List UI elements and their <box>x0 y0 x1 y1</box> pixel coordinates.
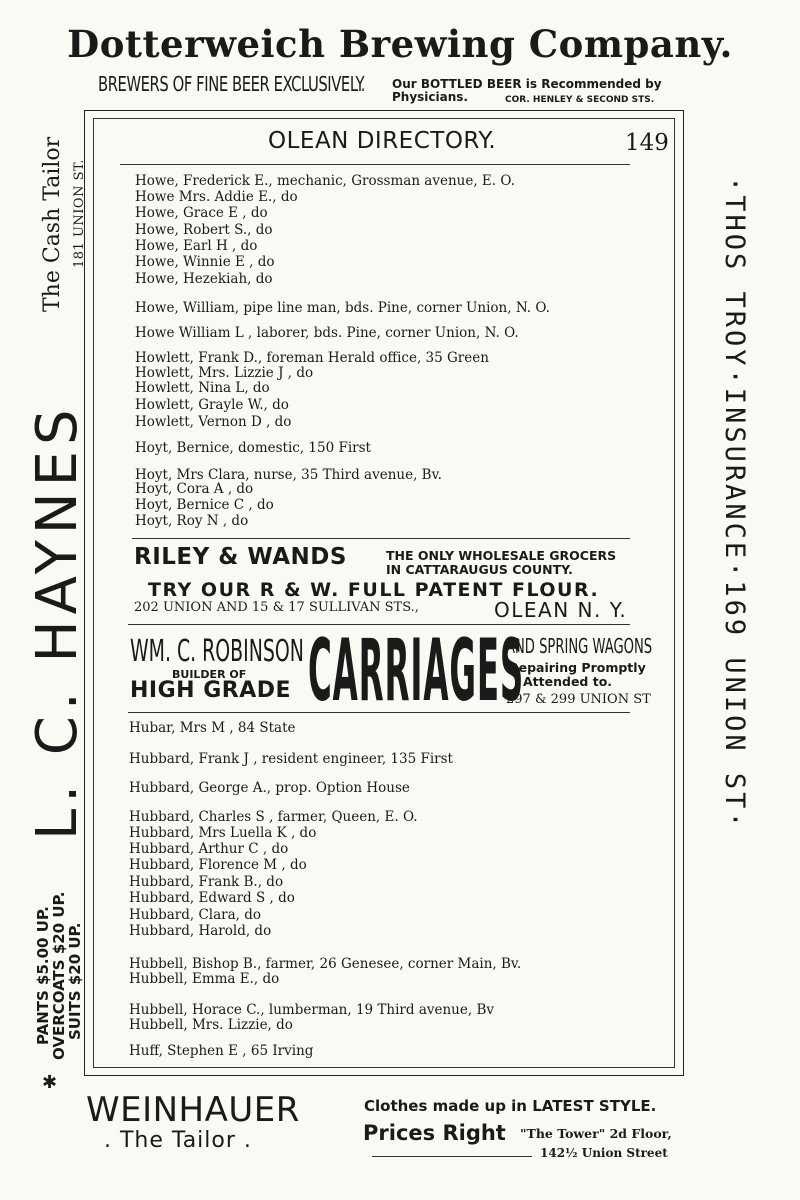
directory-entry: Howe, Grace E , do <box>135 205 268 221</box>
directory-entry: Hoyt, Bernice C , do <box>135 497 274 513</box>
directory-entry: Hubbard, Clara, do <box>129 907 262 923</box>
haynes-suits-price: SUITS $20 UP. <box>66 922 84 1040</box>
weinhauer-name: WEINHAUER <box>86 1090 300 1130</box>
weinhauer-prices: Prices Right <box>363 1121 506 1145</box>
troy-insurance-ad: ·THOS TROY·INSURANCE·169 UNION ST· <box>719 176 750 831</box>
brewery-tagline: BREWERS OF FINE BEER EXCLUSIVELY. <box>98 72 366 96</box>
riley-wands-tagline-1: THE ONLY WHOLESALE GROCERS <box>386 548 617 563</box>
directory-entry: Howlett, Vernon D , do <box>135 414 292 430</box>
directory-entry: Hubbard, Mrs Luella K , do <box>129 825 317 841</box>
haynes-name: L. C. HAYNES <box>25 403 90 840</box>
directory-entry: Howe William L , laborer, bds. Pine, corner Union, N. O. <box>135 325 519 341</box>
directory-entry: Hoyt, Roy N , do <box>135 513 249 529</box>
haynes-address: 181 UNION ST. <box>72 159 87 268</box>
directory-entry: Hoyt, Cora A , do <box>135 481 254 497</box>
robinson-repair-2: Attended to. <box>523 674 613 689</box>
directory-entry: Howlett, Mrs. Lizzie J , do <box>135 365 314 381</box>
directory-entry: Hubbard, Edward S , do <box>129 890 295 906</box>
header-divider <box>120 164 630 165</box>
haynes-cash-tailor: The Cash Tailor <box>40 136 65 312</box>
robinson-carriages: CARRIAGES <box>308 621 525 721</box>
directory-entry: Hubbard, Frank B., do <box>129 874 284 890</box>
directory-entry: Howe, William, pipe line man, bds. Pine, corner Union, N. O. <box>135 300 550 316</box>
riley-wands-tagline-2: IN CATTARAUGUS COUNTY. <box>386 562 573 577</box>
directory-entry: Hubbard, George A., prop. Option House <box>129 780 410 796</box>
directory-entry: Hubar, Mrs M , 84 State <box>129 720 296 736</box>
riley-wands-name: RILEY & WANDS <box>134 544 347 570</box>
brewery-title: Dotterweich Brewing Company. <box>67 22 733 66</box>
ad-divider <box>132 538 630 539</box>
ad-divider <box>128 712 630 713</box>
brewery-address: COR. HENLEY & SECOND STS. <box>505 95 655 105</box>
weinhauer-address: 142½ Union Street <box>540 1146 668 1160</box>
directory-entry: Hubbard, Harold, do <box>129 923 272 939</box>
directory-title: OLEAN DIRECTORY. <box>268 128 497 154</box>
directory-entry: Hubbell, Emma E., do <box>129 971 280 987</box>
asterisk-ornament-icon: ✱ <box>42 1072 58 1093</box>
directory-entry: Hubbard, Arthur C , do <box>129 841 289 857</box>
directory-entry: Hubbell, Bishop B., farmer, 26 Genesee, corner Main, Bv. <box>129 956 522 972</box>
directory-entry: Howlett, Grayle W., do <box>135 397 289 413</box>
directory-entry: Howlett, Nina L, do <box>135 380 270 396</box>
directory-entry: Howe Mrs. Addie E., do <box>135 189 298 205</box>
directory-entry: Howlett, Frank D., foreman Herald office, 35 Green <box>135 350 489 366</box>
riley-wands-city: OLEAN N. Y. <box>494 598 628 622</box>
directory-entry: Hubbell, Mrs. Lizzie, do <box>129 1017 293 1033</box>
directory-entry: Hubbard, Florence M , do <box>129 857 307 873</box>
haynes-overcoats-price: OVERCOATS $20 UP. <box>50 891 68 1060</box>
directory-entry: Howe, Frederick E., mechanic, Grossman avenue, E. O. <box>135 173 515 189</box>
directory-entry: Hubbell, Horace C., lumberman, 19 Third avenue, Bv <box>129 1002 494 1018</box>
haynes-pants-price: PANTS $5.00 UP. <box>34 906 52 1045</box>
page-number: 149 <box>625 130 669 156</box>
weinhauer-clothes: Clothes made up in LATEST STYLE. <box>364 1097 657 1115</box>
robinson-builder: BUILDER OF <box>172 668 247 681</box>
bottled-beer-line1: Our BOTTLED BEER is Recommended by <box>392 77 662 91</box>
robinson-high-grade: HIGH GRADE <box>130 678 292 703</box>
directory-entry: Hubbard, Charles S , farmer, Queen, E. O. <box>129 809 418 825</box>
directory-entry: Hoyt, Mrs Clara, nurse, 35 Third avenue, Bv. <box>135 467 442 483</box>
bottled-beer-line2: Physicians. <box>392 90 468 104</box>
weinhauer-tower: "The Tower" 2d Floor, <box>520 1126 672 1141</box>
directory-entry: Hubbard, Frank J , resident engineer, 135 First <box>129 751 453 767</box>
directory-entry: Howe, Robert S., do <box>135 222 273 238</box>
footer-divider <box>372 1156 532 1157</box>
weinhauer-tailor: . The Tailor . <box>104 1128 252 1153</box>
directory-entry: Howe, Earl H , do <box>135 238 258 254</box>
directory-entry: Huff, Stephen E , 65 Irving <box>129 1043 314 1059</box>
robinson-spring-wagons: AND SPRING WAGONS <box>506 634 653 658</box>
directory-entry: Howe, Hezekiah, do <box>135 271 273 287</box>
directory-entry: Hoyt, Bernice, domestic, 150 First <box>135 440 371 456</box>
riley-wands-flour: TRY OUR R & W. FULL PATENT FLOUR. <box>148 579 600 601</box>
robinson-repair-1: Repairing Promptly <box>509 660 646 675</box>
directory-entry: Howe, Winnie E , do <box>135 254 275 270</box>
riley-wands-address: 202 UNION AND 15 & 17 SULLIVAN STS., <box>134 600 419 615</box>
robinson-name: WM. C. ROBINSON <box>130 634 304 669</box>
robinson-address: 297 & 299 UNION ST <box>506 692 651 707</box>
